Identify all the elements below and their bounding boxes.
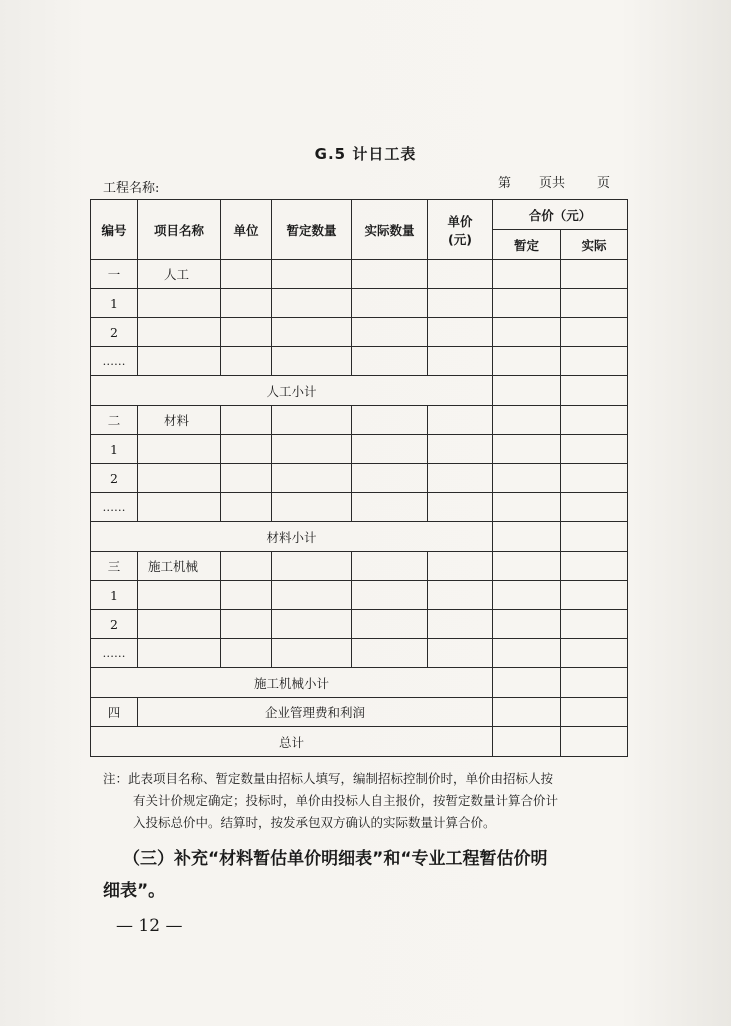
section-row [91, 260, 628, 289]
section-row [91, 552, 628, 581]
header-total-price: 合价（元） [493, 200, 628, 230]
header-unit-price [428, 200, 493, 260]
project-name-label: 工程名称: [103, 181, 160, 196]
table-row [91, 318, 628, 347]
row-code: …… [91, 493, 138, 522]
header-total-actual: 实际 [561, 230, 628, 260]
table-note [103, 768, 638, 834]
page-middle: 页共 [539, 176, 566, 191]
header-actual-qty: 实际数量 [352, 200, 428, 260]
table-row [91, 610, 628, 639]
grand-total-label: 总计 [91, 727, 493, 757]
table-row [91, 639, 628, 668]
note-line: 注：此表项目名称、暂定数量由招标人填写，编制招标控制价时，单价由招标人按 [103, 771, 554, 786]
table-row [91, 464, 628, 493]
table-row [91, 493, 628, 522]
subtotal-label: 人工小计 [91, 376, 493, 406]
subtotal-row [91, 522, 628, 552]
section-row [91, 406, 628, 435]
supplement-line: （三）补充“材料暂估单价明细表”和“专业工程暂估价明 [123, 849, 548, 869]
row-code: 2 [91, 318, 138, 347]
page-count [498, 172, 610, 191]
table-row [91, 289, 628, 318]
row-code: 2 [91, 464, 138, 493]
section-name: 人工 [138, 260, 221, 289]
overhead-name: 企业管理费和利润 [138, 698, 493, 727]
header-total-provisional: 暂定 [493, 230, 561, 260]
day-work-table [90, 199, 628, 757]
row-code: 2 [91, 610, 138, 639]
row-code: 1 [91, 435, 138, 464]
table-row [91, 347, 628, 376]
table-row [91, 581, 628, 610]
overhead-row [91, 698, 628, 727]
row-code: 1 [91, 289, 138, 318]
header-unit: 单位 [221, 200, 272, 260]
page-number: — 12 — [116, 916, 183, 936]
note-line: 入投标总价中。结算时，按发承包双方确认的实际数量计算合价。 [133, 815, 496, 830]
row-code: …… [91, 639, 138, 668]
table-row [91, 435, 628, 464]
row-code: 1 [91, 581, 138, 610]
subtotal-label: 材料小计 [91, 522, 493, 552]
row-code: …… [91, 347, 138, 376]
section-name: 材料 [138, 406, 221, 435]
grand-total-row [91, 727, 628, 757]
section-code: 二 [91, 406, 138, 435]
section-code: 一 [91, 260, 138, 289]
section-name: 施工机械 [138, 552, 221, 581]
header-unit-price-line1: 单价 [447, 213, 473, 229]
subtotal-row [91, 376, 628, 406]
table-title: G.5 计日工表 [314, 145, 417, 163]
supplement-paragraph [103, 843, 653, 907]
supplement-line: 细表”。 [103, 881, 166, 901]
header-name: 项目名称 [138, 200, 221, 260]
note-line: 有关计价规定确定；投标时，单价由投标人自主报价，按暂定数量计算合价计 [133, 793, 559, 808]
header-code: 编号 [91, 200, 138, 260]
page-prefix: 第 [498, 176, 512, 191]
subtotal-label: 施工机械小计 [91, 668, 493, 698]
overhead-code: 四 [91, 698, 138, 727]
header-provisional-qty: 暂定数量 [272, 200, 352, 260]
page-suffix: 页 [597, 176, 611, 191]
header-unit-price-line2: (元) [448, 231, 472, 247]
subtotal-row [91, 668, 628, 698]
section-code: 三 [91, 552, 138, 581]
